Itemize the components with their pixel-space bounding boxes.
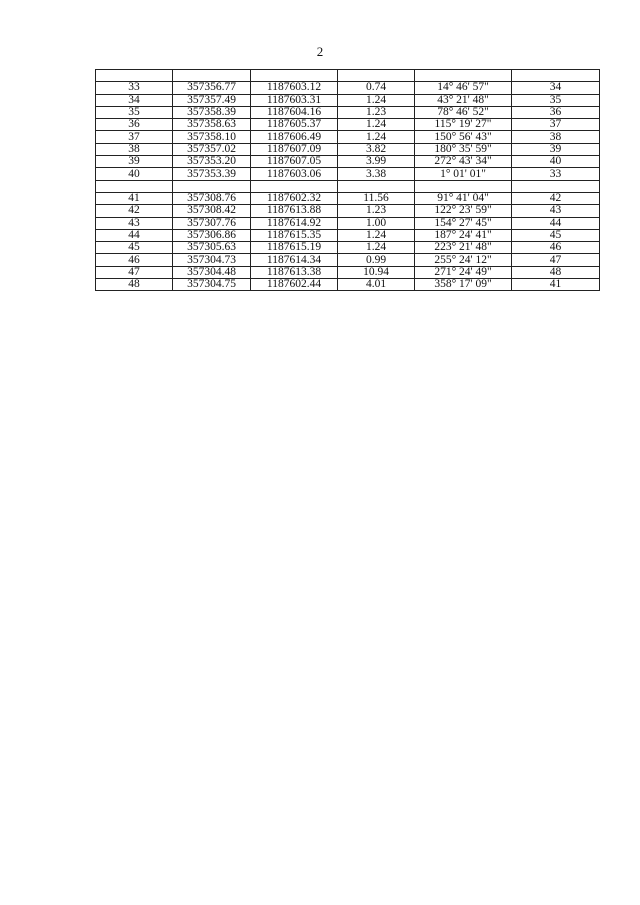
- point-number-cell: 38: [96, 143, 173, 155]
- point-number-cell: 45: [96, 242, 173, 254]
- distance-cell: 1.24: [338, 229, 415, 241]
- y-coordinate-cell: 1187602.32: [251, 192, 338, 204]
- x-coordinate-cell: 357304.73: [173, 254, 251, 266]
- point-number-cell: 41: [96, 192, 173, 204]
- x-coordinate-cell: 357306.86: [173, 229, 251, 241]
- x-coordinate-cell: 357304.75: [173, 279, 251, 291]
- next-point-cell: 37: [512, 119, 600, 131]
- x-coordinate-cell: 357308.76: [173, 192, 251, 204]
- table-row: [96, 82, 600, 94]
- y-coordinate-cell: 1187613.88: [251, 205, 338, 217]
- bearing-cell: 154° 27' 45": [415, 217, 512, 229]
- coordinates-table-body: [96, 70, 600, 291]
- point-number-cell: 42: [96, 205, 173, 217]
- empty-cell: [415, 180, 512, 192]
- point-number-cell: 34: [96, 94, 173, 106]
- next-point-cell: 46: [512, 242, 600, 254]
- x-coordinate-cell: 357353.20: [173, 156, 251, 168]
- x-coordinate-cell: 357358.39: [173, 106, 251, 118]
- header-cell: [96, 70, 173, 82]
- empty-cell: [338, 180, 415, 192]
- bearing-cell: 43° 21' 48": [415, 94, 512, 106]
- page-number: 2: [316, 44, 324, 59]
- distance-cell: 10.94: [338, 266, 415, 278]
- y-coordinate-cell: 1187603.06: [251, 168, 338, 180]
- x-coordinate-cell: 357353.39: [173, 168, 251, 180]
- table-row: [96, 156, 600, 168]
- x-coordinate-cell: 357358.63: [173, 119, 251, 131]
- table-row: [96, 205, 600, 217]
- x-coordinate-cell: 357304.48: [173, 266, 251, 278]
- next-point-cell: 48: [512, 266, 600, 278]
- bearing-cell: 223° 21' 48": [415, 242, 512, 254]
- table-row: [96, 266, 600, 278]
- point-number-cell: 39: [96, 156, 173, 168]
- y-coordinate-cell: 1187614.92: [251, 217, 338, 229]
- x-coordinate-cell: 357308.42: [173, 205, 251, 217]
- table-row: [96, 279, 600, 291]
- next-point-cell: 43: [512, 205, 600, 217]
- next-point-cell: 39: [512, 143, 600, 155]
- point-number-cell: 37: [96, 131, 173, 143]
- header-cell: [415, 70, 512, 82]
- point-number-cell: 46: [96, 254, 173, 266]
- distance-cell: 11.56: [338, 192, 415, 204]
- bearing-cell: 122° 23' 59": [415, 205, 512, 217]
- point-number-cell: 36: [96, 119, 173, 131]
- next-point-cell: 40: [512, 156, 600, 168]
- distance-cell: 1.24: [338, 131, 415, 143]
- y-coordinate-cell: 1187603.31: [251, 94, 338, 106]
- empty-cell: [512, 180, 600, 192]
- x-coordinate-cell: 357305.63: [173, 242, 251, 254]
- point-number-cell: 48: [96, 279, 173, 291]
- next-point-cell: 42: [512, 192, 600, 204]
- header-cell: [251, 70, 338, 82]
- x-coordinate-cell: 357358.10: [173, 131, 251, 143]
- empty-cell: [96, 180, 173, 192]
- next-point-cell: 34: [512, 82, 600, 94]
- distance-cell: 0.74: [338, 82, 415, 94]
- coordinates-table: [95, 69, 600, 291]
- distance-cell: 1.23: [338, 205, 415, 217]
- table-row: [96, 131, 600, 143]
- point-number-cell: 47: [96, 266, 173, 278]
- next-point-cell: 41: [512, 279, 600, 291]
- table-row: [96, 119, 600, 131]
- y-coordinate-cell: 1187604.16: [251, 106, 338, 118]
- header-cell: [338, 70, 415, 82]
- distance-cell: 1.24: [338, 242, 415, 254]
- table-row: [96, 254, 600, 266]
- distance-cell: 1.00: [338, 217, 415, 229]
- table-row: [96, 94, 600, 106]
- bearing-cell: 358° 17' 09": [415, 279, 512, 291]
- y-coordinate-cell: 1187607.09: [251, 143, 338, 155]
- y-coordinate-cell: 1187607.05: [251, 156, 338, 168]
- bearing-cell: 1° 01' 01": [415, 168, 512, 180]
- table-row: [96, 217, 600, 229]
- table-row: [96, 143, 600, 155]
- point-number-cell: 40: [96, 168, 173, 180]
- bearing-cell: 150° 56' 43": [415, 131, 512, 143]
- next-point-cell: 35: [512, 94, 600, 106]
- y-coordinate-cell: 1187602.44: [251, 279, 338, 291]
- table-row: [96, 229, 600, 241]
- x-coordinate-cell: 357307.76: [173, 217, 251, 229]
- bearing-cell: 271° 24' 49": [415, 266, 512, 278]
- bearing-cell: 272° 43' 34": [415, 156, 512, 168]
- y-coordinate-cell: 1187615.19: [251, 242, 338, 254]
- bearing-cell: 187° 24' 41": [415, 229, 512, 241]
- bearing-cell: 180° 35' 59": [415, 143, 512, 155]
- empty-cell: [173, 180, 251, 192]
- distance-cell: 1.24: [338, 119, 415, 131]
- bearing-cell: 14° 46' 57": [415, 82, 512, 94]
- point-number-cell: 35: [96, 106, 173, 118]
- point-number-cell: 33: [96, 82, 173, 94]
- y-coordinate-cell: 1187605.37: [251, 119, 338, 131]
- bearing-cell: 115° 19' 27": [415, 119, 512, 131]
- header-cell: [512, 70, 600, 82]
- y-coordinate-cell: 1187614.34: [251, 254, 338, 266]
- next-point-cell: 36: [512, 106, 600, 118]
- table-header-row: [96, 70, 600, 82]
- y-coordinate-cell: 1187615.35: [251, 229, 338, 241]
- y-coordinate-cell: 1187603.12: [251, 82, 338, 94]
- next-point-cell: 47: [512, 254, 600, 266]
- group-separator-row: [96, 180, 600, 192]
- table-row: [96, 192, 600, 204]
- distance-cell: 1.23: [338, 106, 415, 118]
- next-point-cell: 38: [512, 131, 600, 143]
- y-coordinate-cell: 1187613.38: [251, 266, 338, 278]
- table-row: [96, 106, 600, 118]
- distance-cell: 0.99: [338, 254, 415, 266]
- bearing-cell: 255° 24' 12": [415, 254, 512, 266]
- distance-cell: 4.01: [338, 279, 415, 291]
- x-coordinate-cell: 357356.77: [173, 82, 251, 94]
- bearing-cell: 78° 46' 52": [415, 106, 512, 118]
- header-cell: [173, 70, 251, 82]
- x-coordinate-cell: 357357.49: [173, 94, 251, 106]
- next-point-cell: 33: [512, 168, 600, 180]
- distance-cell: 3.82: [338, 143, 415, 155]
- point-number-cell: 44: [96, 229, 173, 241]
- point-number-cell: 43: [96, 217, 173, 229]
- distance-cell: 3.99: [338, 156, 415, 168]
- table-row: [96, 242, 600, 254]
- x-coordinate-cell: 357357.02: [173, 143, 251, 155]
- y-coordinate-cell: 1187606.49: [251, 131, 338, 143]
- distance-cell: 1.24: [338, 94, 415, 106]
- bearing-cell: 91° 41' 04": [415, 192, 512, 204]
- distance-cell: 3.38: [338, 168, 415, 180]
- table-row: [96, 168, 600, 180]
- next-point-cell: 45: [512, 229, 600, 241]
- empty-cell: [251, 180, 338, 192]
- next-point-cell: 44: [512, 217, 600, 229]
